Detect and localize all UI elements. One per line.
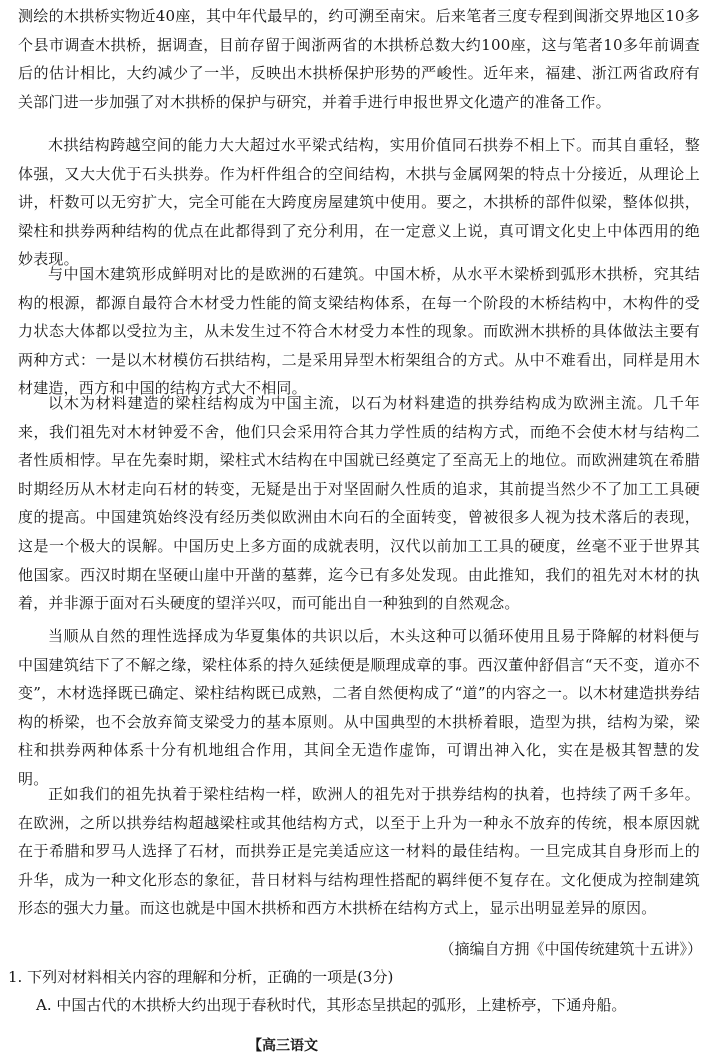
- paragraph-3: 与中国木建筑形成鲜明对比的是欧洲的石建筑。中国木桥，从水平木梁桥到弧形木拱桥，究其结构的根源，都源自最符合木材受力性能的简支梁结构体系，在每一个阶段的木桥结构中，木构件的受力状态大体都以受拉为主，从未发生过不符合木材受力本性的现象。而欧洲木拱桥的具体做法主要有两种方式：一是以木材模仿石拱结构，二是采用异型木桁架组合的方式。从中不难看出，同样是用木材建造，西方和中国的结构方式大不相同。: [18, 265, 700, 398]
- question-option-a: A. 中国古代的木拱桥大约出现于春秋时代，其形态呈拱起的弧形，上建桥亭，下通舟船。: [36, 996, 627, 1014]
- paragraph-4: 以木为材料建造的梁柱结构成为中国主流，以石为材料建造的拱券结构成为欧洲主流。几千年来，我们祖先对木材钟爱不舍，他们只会采用符合其力学性质的结构方式，而绝不会使木材与结构二者性质相悖。早在先秦时期，梁柱式木结构在中国就已经奠定了至高无上的地位。而欧洲建筑在希腊时期经历从木材走向石材的转变，无疑是出于对坚固耐久性质的追求，其前提当然少不了加工工具硬度的提高。中国建筑始终没有经历类似欧洲由木向石的全面转变，曾被很多人视为技术落后的表现，这是一个极大的误解。中国历史上多方面的成就表明，汉代以前加工工具的硬度，丝毫不亚于世界其他国家。西汉时期在坚硬山崖中开凿的墓葬，迄今已有多处发现。由此推知，我们的祖先对木材的执着，并非源于面对石头硬度的望洋兴叹，而可能出自一种独到的自然观念。: [18, 394, 700, 613]
- paragraph-5: 当顺从自然的理性选择成为华夏集体的共识以后，木头这种可以循环使用且易于降解的材料便与中国建筑结下了不解之缘，梁柱体系的持久延续便是顺理成章的事。西汉董仲舒倡言“天不变，道亦不变”，木材选择既已确定、梁柱结构既已成熟，二者自然便构成了“道”的内容之一。以木材建造拱券结构的桥梁，也不会放弃简支梁受力的基本原则。从中国典型的木拱桥着眼，造型为拱，结构为梁，梁柱和拱券两种体系十分有机地组合作用，其间全无造作虚饰，可谓出神入化，实在是极其智慧的发明。: [18, 627, 700, 788]
- source-citation: （摘编自方拥《中国传统建筑十五讲》）: [439, 940, 702, 958]
- question-stem: 1. 下列对材料相关内容的理解和分析，正确的一项是(3分): [8, 968, 394, 986]
- paragraph-1: 测绘的木拱桥实物近40座，其中年代最早的，约可溯至南宋。后来笔者三度专程到闽浙交界地区10多个县市调查木拱桥，据调查，目前存留于闽浙两省的木拱桥总数大约100座，这与笔者10多年前调查后的估计相比，大约减少了一半，反映出木拱桥保护形势的严峻性。近年来，福建、浙江两省政府有关部门进一步加强了对木拱桥的保护与研究，并着手进行申报世界文化遗产的准备工作。: [18, 7, 700, 111]
- paragraph-2: 木拱结构跨越空间的能力大大超过水平梁式结构，实用价值同石拱券不相上下。而其自重轻，整体强，又大大优于石头拱券。作为杆件组合的空间结构，木拱与金属网架的特点十分接近，从理论上讲，杆数可以无穷扩大，完全可能在大跨度房屋建筑中使用。要之，木拱桥的部件似梁，整体似拱，梁柱和拱券两种结构的优点在此都得到了充分利用，在一定意义上说，真可谓文化史上中体西用的绝妙表现。: [18, 136, 700, 269]
- paragraph-6: 正如我们的祖先执着于梁柱结构一样，欧洲人的祖先对于拱券结构的执着，也持续了两千多年。在欧洲，之所以拱券结构超越梁柱或其他结构方式，以至于上升为一种永不放弃的传统，根本原因就在于希腊和罗马人选择了石材，而拱券正是完美适应这一材料的最佳结构。一旦完成其自身形而上的升华，成为一种文化形态的象征，昔日材料与结构理性搭配的羁绊便不复存在。文化便成为控制建筑形态的强大力量。而这也就是中国木拱桥和西方木拱桥在结构方式上，显示出明显差异的原因。: [18, 785, 700, 918]
- page-footer: 【高三语文: [248, 1038, 318, 1054]
